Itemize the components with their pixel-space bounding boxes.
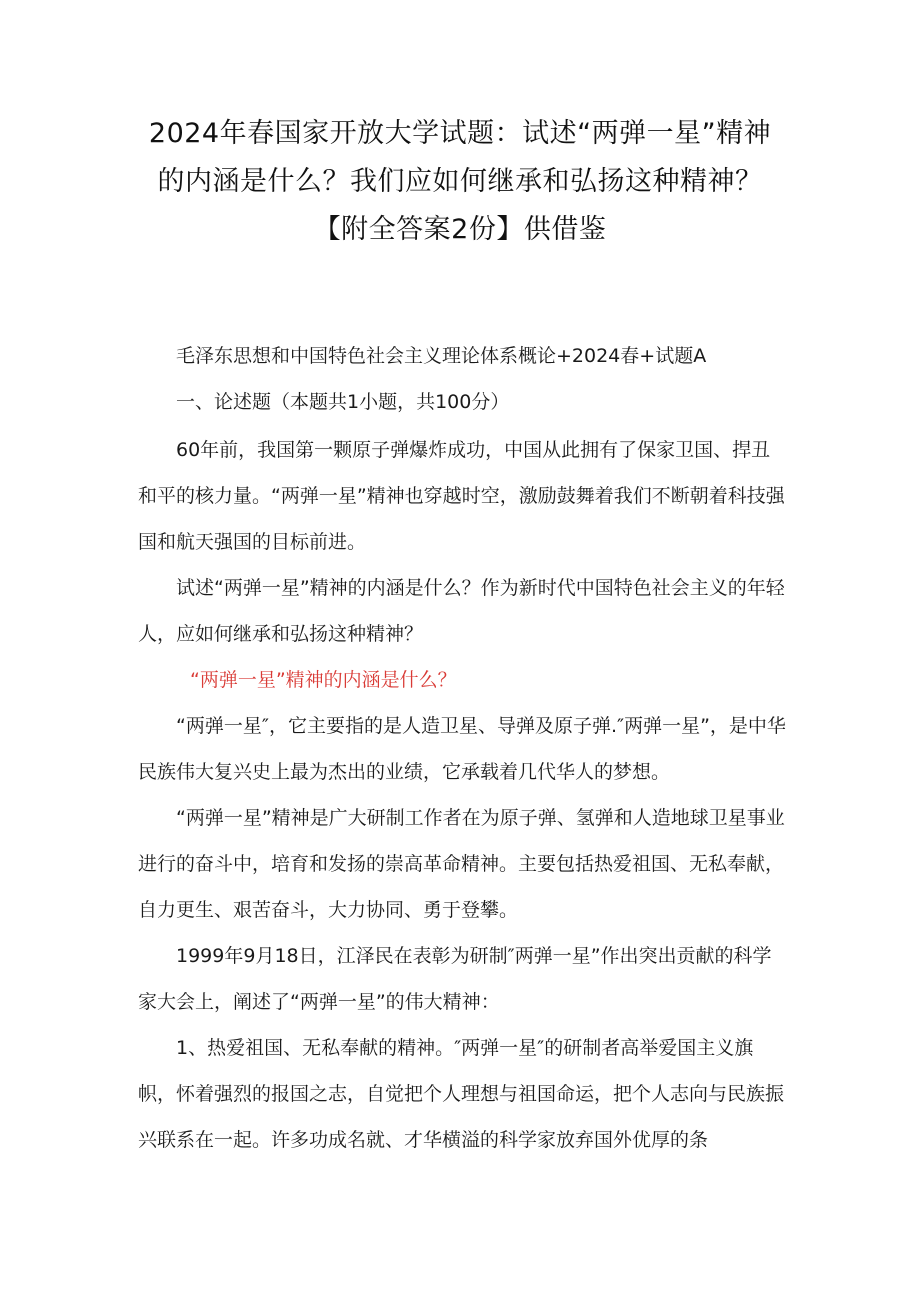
section-heading-paragraph: 一、论述题（本题共1小题，共100分）	[176, 391, 510, 413]
intro-paragraph: 60年前，我国第一颗原子弹爆炸成功，中国从此拥有了保家卫国、捍丑和平的核力量。“两弹一星”精神也穿越时空，激励鼓舞着我们不断朝着科技强国和航天强国的目标前进。	[138, 439, 785, 553]
document-title	[120, 110, 800, 254]
title-line: 的内涵是什么？我们应如何继承和弘扬这种精神？	[157, 166, 763, 197]
answer-subheading: “两弹一星”精神的内涵是什么？	[190, 669, 457, 691]
answer-paragraph: “两弹一星”精神是广大研制工作者在为原子弹、氢弹和人造地球卫星事业进行的奋斗中，培育和发扬的崇高革命精神。主要包括热爱祖国、无私奉献，自力更生、艰苦奋斗，大力协同、勇于登攀。	[138, 807, 785, 921]
answer-paragraph: “两弹一星″，它主要指的是人造卫星、导弹及原子弹.″两弹一星”，是中华民族伟大复兴史上最为杰出的业绩，它承载着几代华人的梦想。	[138, 715, 786, 783]
answer-paragraph: 1999年9月18日，江泽民在表彰为研制″两弹一星”作出突出贡献的科学家大会上，阐述了“两弹一星”的伟大精神：	[138, 945, 772, 1013]
title-line: 2024年春国家开放大学试题：试述“两弹一星”精神	[148, 118, 772, 149]
document-body	[138, 333, 788, 1163]
question-paragraph: 试述“两弹一星”精神的内涵是什么？作为新时代中国特色社会主义的年轻人，应如何继承和弘扬这种精神？	[138, 577, 785, 645]
title-line: 【附全答案2份】供借鉴	[313, 214, 607, 245]
answer-paragraph: 1、热爱祖国、无私奉献的精神。″两弹一星″的研制者高举爱国主义旗帜，怀着强烈的报国之志，自觉把个人理想与祖国命运，把个人志向与民族振兴联系在一起。许多功成名就、才华横溢的科学家放弃国外优厚的条	[138, 1037, 785, 1151]
course-name-paragraph: 毛泽东思想和中国特色社会主义理论体系概论+2024春+试题A	[176, 345, 707, 367]
